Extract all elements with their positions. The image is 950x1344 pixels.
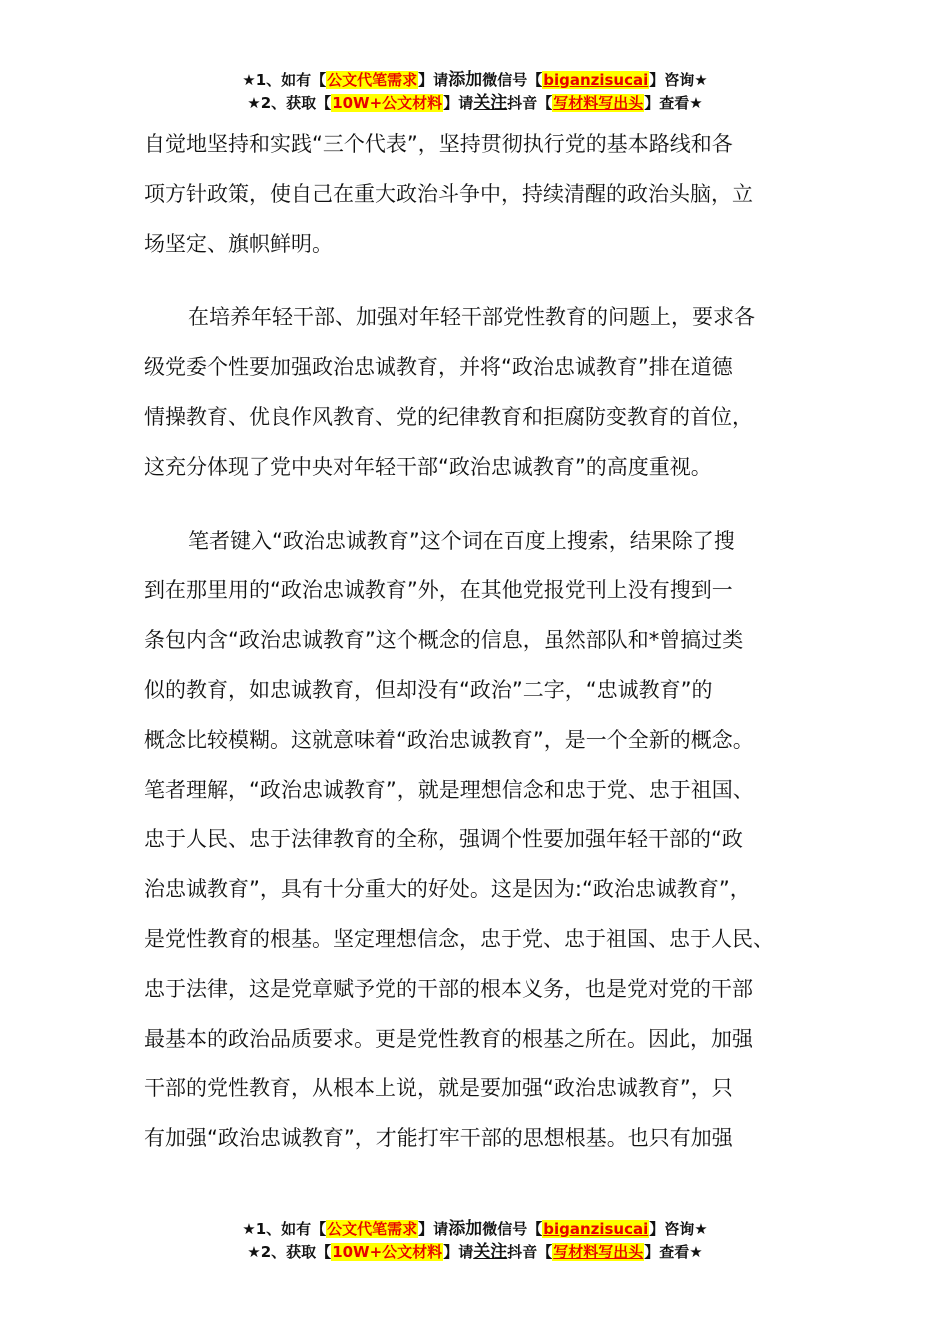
wechat-id[interactable]: biganzisucai: [543, 1220, 649, 1238]
highlight-service-need: 公文代笔需求: [327, 1220, 418, 1238]
footer-banner: [0, 1218, 950, 1264]
paragraph-3: 笔者键入“政治忠诚教育”这个词在百度上搜索，结果除了搜 到在那里用的“政治忠诚教育”外，在其他党报党刊上没有搜到一 条包内含“政治忠诚教育”这个概念的信息，虽然部队和*曾搞过类 似的教育，如忠诚教育，但却没有“政治”二字，“忠诚教育”的 概念比较模糊。这就意味着“政治忠诚教育”，是一个全新的概念。 笔者理解，“政治忠诚教育”，就是理想信念和忠于党、忠于祖国、 忠于人民、忠于法律教育的全称，强调个性要加强年轻干部的“政 治忠诚教育”，具有十分重大的好处。这是因为:“政治忠诚教育”， 是党性教育的根基。坚定理想信念，忠于党、忠于祖国、忠于人民、 忠于法律，这是党章赋予党的干部的根本义务，也是党对党的干部 最基本的政治品质要求。更是党性教育的根基之所在。因此，加强 干部的党性教育，从根本上说，就是要加强“政治忠诚教育”，只 有加强“政治忠诚教育”，才能打牢干部的思想根基。也只有加强: [144, 528, 774, 1151]
paragraph-1: 自觉地坚持和实践“三个代表”，坚持贯彻执行党的基本路线和各 项方针政策，使自己在重大政治斗争中，持续清醒的政治头脑，立 场坚定、旗帜鲜明。: [144, 132, 753, 256]
highlight-service-need: 公文代笔需求: [327, 71, 418, 89]
banner-line-1: ★1、如有【公文代笔需求】请添加微信号【biganzisucai】咨询★: [242, 1219, 708, 1239]
douyin-account[interactable]: 写材料写出头: [553, 1243, 644, 1261]
banner-line-2: ★2、获取【10W+公文材料】请关注抖音【写材料写出头】查看★: [247, 93, 703, 113]
paragraph-2: 在培养年轻干部、加强对年轻干部党性教育的问题上，要求各 级党委个性要加强政治忠诚教育，并将“政治忠诚教育”排在道德 情操教育、优良作风教育、党的纪律教育和拒腐防变教育的首位， 这充分体现了党中央对年轻干部“政治忠诚教育”的高度重视。: [144, 305, 755, 479]
document-body: [144, 120, 814, 1164]
header-banner: [0, 69, 950, 115]
highlight-materials: 10W+公文材料: [332, 1243, 443, 1261]
wechat-id[interactable]: biganzisucai: [543, 71, 649, 89]
highlight-materials: 10W+公文材料: [332, 94, 443, 112]
banner-line-1: ★1、如有【公文代笔需求】请添加微信号【biganzisucai】咨询★: [242, 70, 708, 90]
banner-line-2: ★2、获取【10W+公文材料】请关注抖音【写材料写出头】查看★: [247, 1242, 703, 1262]
douyin-account[interactable]: 写材料写出头: [553, 94, 644, 112]
